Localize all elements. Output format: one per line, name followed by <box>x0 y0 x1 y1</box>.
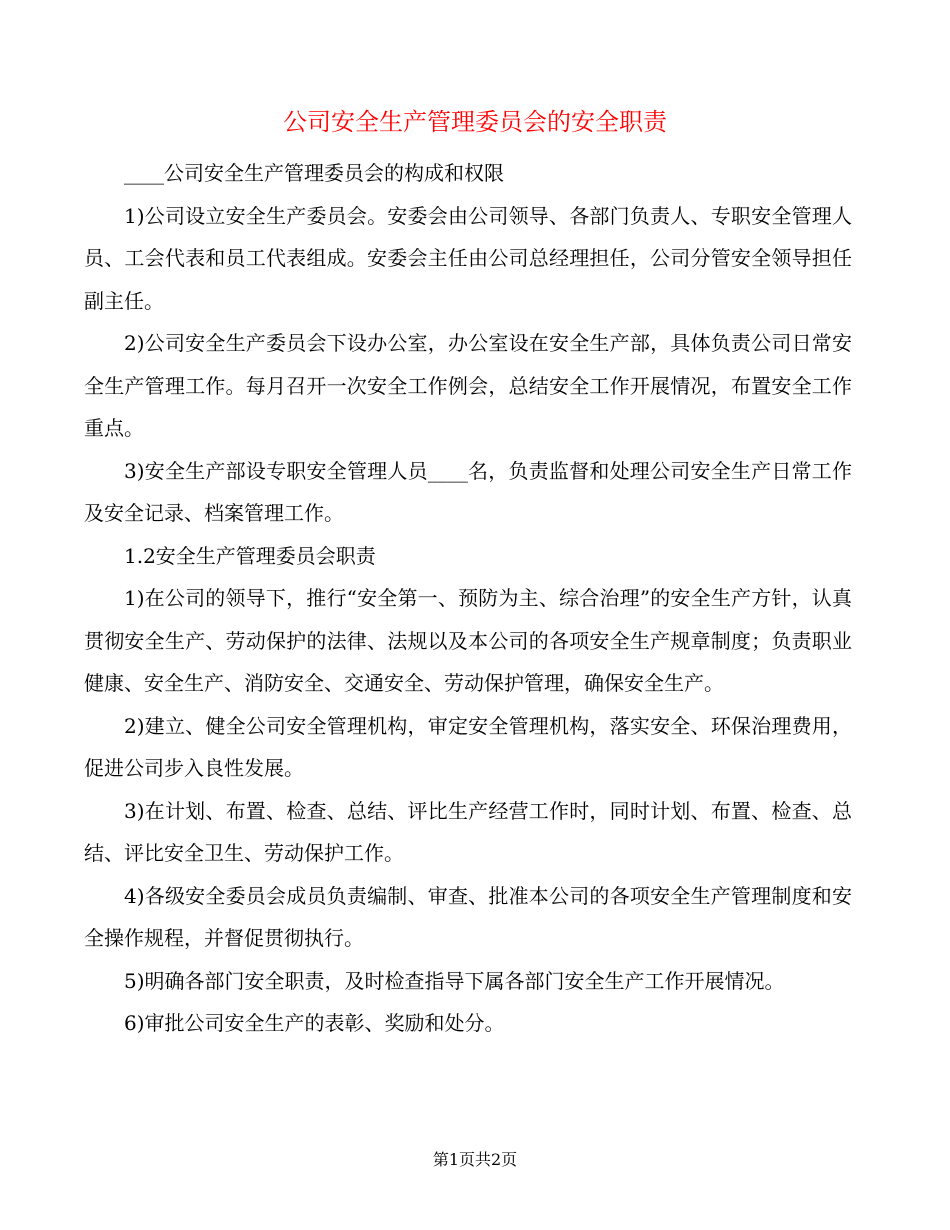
paragraph: 2)建立、健全公司安全管理机构，审定安全管理机构，落实安全、环保治理费用，促进公司步入良性发展。 <box>84 713 852 780</box>
document-body <box>84 152 852 1045</box>
document-title: 公司安全生产管理委员会的安全职责 <box>283 108 667 136</box>
page-number-footer: 第1页共2页 <box>432 1150 518 1169</box>
paragraph: 6)审批公司安全生产的表彰、奖励和处分。 <box>124 1011 505 1035</box>
section-heading-composition: ____公司安全生产管理委员会的构成和权限 <box>124 161 504 185</box>
paragraph: 3)在计划、布置、检查、总结、评比生产经营工作时，同时计划、布置、检查、总结、评比安全卫生、劳动保护工作。 <box>84 798 852 865</box>
paragraph: 1)在公司的领导下，推行“安全第一、预防为主、综合治理”的安全生产方针，认真贯彻安全生产、劳动保护的法律、法规以及本公司的各项安全生产规章制度；负责职业健康、安全生产、消防安全、交通安全、劳动保护管理，确保安全生产。 <box>84 586 852 695</box>
paragraph: 4)各级安全委员会成员负责编制、审查、批准本公司的各项安全生产管理制度和安全操作规程，并督促贯彻执行。 <box>84 883 852 950</box>
paragraph: 3)安全生产部设专职安全管理人员____名，负责监督和处理公司安全生产日常工作及安全记录、档案管理工作。 <box>84 458 852 525</box>
section-heading-duties: 1.2安全生产管理委员会职责 <box>124 543 376 568</box>
paragraph: 1)公司设立安全生产委员会。安委会由公司领导、各部门负责人、专职安全管理人员、工会代表和员工代表组成。安委会主任由公司总经理担任，公司分管安全领导担任副主任。 <box>84 203 852 313</box>
paragraph: 2)公司安全生产委员会下设办公室，办公室设在安全生产部，具体负责公司日常安全生产管理工作。每月召开一次安全工作例会，总结安全工作开展情况，布置安全工作重点。 <box>84 331 852 440</box>
paragraph: 5)明确各部门安全职责，及时检查指导下属各部门安全生产工作开展情况。 <box>124 968 785 993</box>
